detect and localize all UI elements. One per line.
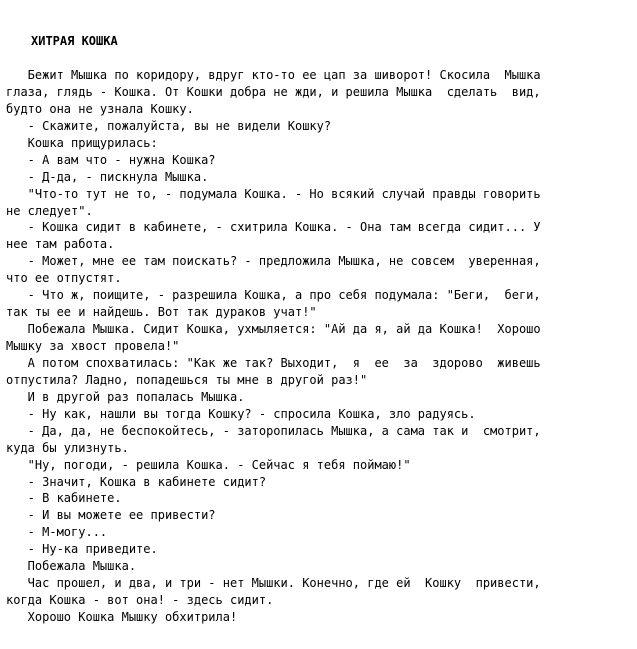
body-line: глаза, глядь - Кошка. От Кошки добра не жди, и решила Мышка сделать вид, — [6, 84, 541, 99]
body-line: - Ну как, нашли вы тогда Кошку? - спросила Кошка, зло радуясь. — [6, 406, 476, 421]
body-line: нее там работа. — [6, 237, 115, 252]
body-line: - М-могу... — [6, 525, 108, 540]
body-line: - Что ж, поищите, - разрешила Кошка, а про себя подумала: "Беги, беги, — [6, 288, 541, 303]
body-line: Побежала Мышка. Сидит Кошка, ухмыляется: "Ай да я, ай да Кошка! Хорошо — [6, 322, 541, 337]
body-line: Час прошел, и два, и три - нет Мышки. Конечно, где ей Кошку привести, — [6, 576, 541, 591]
body-line: - Ну-ка приведите. — [6, 542, 158, 557]
body-line: отпустила? Ладно, попадешься ты мне в другой раз!" — [6, 372, 368, 387]
document-body — [6, 67, 594, 626]
body-line: - А вам что - нужна Кошка? — [6, 152, 216, 167]
body-line: будто она не узнала Кошку. — [6, 101, 194, 116]
body-line: "Ну, погоди, - решила Кошка. - Сейчас я тебя поймаю!" — [6, 457, 411, 472]
body-line: не следует". — [6, 203, 93, 218]
body-line: что ее отпустят. — [6, 271, 122, 286]
body-line: "Что-то тут не то, - подумала Кошка. - Но всякий случай правды говорить — [6, 186, 541, 201]
body-line: Мышку за хвост провела!" — [6, 339, 180, 353]
body-line: - В кабинете. — [6, 491, 122, 506]
body-line: - И вы можете ее привести? — [6, 508, 216, 523]
body-line: - Может, мне ее там поискать? - предложила Мышка, не совсем уверенная, — [6, 254, 541, 269]
body-line: Бежит Мышка по коридору, вдруг кто-то ее цап за шиворот! Скосила Мышка — [6, 68, 541, 82]
body-line: когда Кошка - вот она! - здесь сидит. — [6, 593, 274, 608]
body-line: - Значит, Кошка в кабинете сидит? — [6, 474, 267, 489]
document-title: ХИТРАЯ КОШКА — [31, 34, 118, 48]
body-line: А потом спохватилась: "Как же так? Выходит, я ее за здорово живешь — [6, 355, 541, 370]
body-line: куда бы улизнуть. — [6, 440, 129, 455]
body-line: Хорошо Кошка Мышку обхитрила! — [6, 610, 238, 624]
body-line: так ты ее и найдешь. Вот так дураков учат!" — [6, 305, 317, 320]
body-line: - Скажите, пожалуйста, вы не видели Кошку? — [6, 118, 332, 133]
body-line: И в другой раз попалась Мышка. — [6, 389, 245, 404]
body-line: - Кошка сидит в кабинете, - схитрила Кошка. - Она там всегда сидит... У — [6, 220, 541, 235]
body-line: - Да, да, не беспокойтесь, - заторопилась Мышка, а сама так и смотрит, — [6, 423, 541, 438]
body-line: Кошка прищурилась: — [6, 135, 158, 150]
body-line: Побежала Мышка. — [6, 559, 137, 574]
body-line: - Д-да, - пискнула Мышка. — [6, 169, 209, 184]
